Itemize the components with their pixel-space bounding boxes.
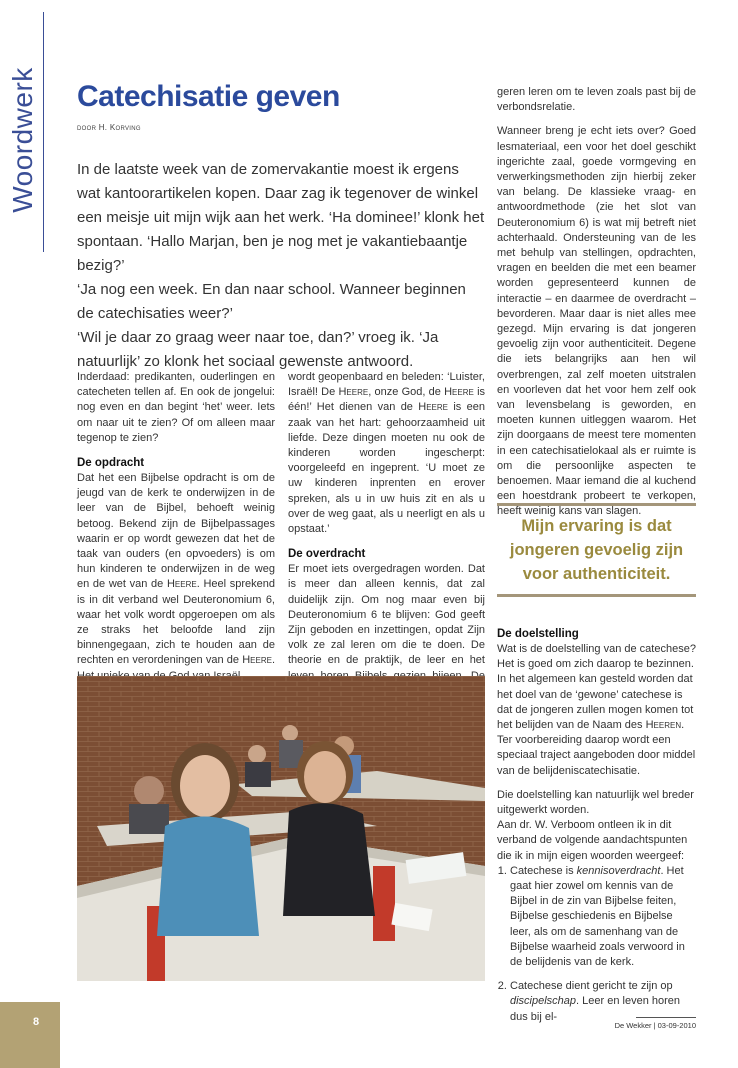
page-number: 8 [33, 1016, 40, 1028]
classroom-photo-image [77, 676, 485, 981]
footer-divider [636, 1017, 696, 1018]
body-paragraph: Wat is de doelstelling van de catechese? Het is goed om zich daarop te bezinnen. In het algemeen kan gesteld worden dat het doel van de ‘gewone’ catechese is dat de jongeren zullen mogen komen tot het belijden van de Naam des Heeren. Ter voorbereiding daarop wordt een speciaal traject aangeboden door middel van de belijdeniscatechisatie. [497, 643, 696, 777]
section-divider [43, 12, 44, 252]
section-label-text: Woordwerk [7, 67, 38, 213]
list-item: 1. Catechese is kennisoverdracht. Het gaat hier zowel om kennis van de Bijbel in de zin van Bijbelse feiten, Bijbelse geschiedenis en Bijbelse leer, als om de samenhang van de Bijbelse waarheid zoals verwoord in de belijdenis van de kerk. [510, 864, 696, 970]
article-title: Catechisatie geven [77, 80, 340, 113]
classroom-photo [77, 676, 485, 981]
byline [77, 123, 141, 132]
pull-quote-text: Mijn ervaring is dat jongeren gevoelig zijn voor authenticiteit. [509, 517, 684, 583]
body-paragraph: Dat het een Bijbelse opdracht is om de jeugd van de kerk te onderwijzen in de leer van de Bijbel, behoeft weinig betoog. Bekend zijn de Bijbelpassages waarin er op wordt gewezen dat het de taak van ouders (en opvoeders) is om hun kinderen te onderwijzen in de weg en de wet van de Heere. Heel sprekend is in dit verband wel Deuteronomium 6, waar het volk wordt opgeroepen om als ze straks het beloofde land zijn binnengegaan, zich te houden aan de rechten en verordeningen van de Heere. [77, 472, 275, 667]
pull-quote [497, 503, 696, 597]
body-column-1 [77, 370, 275, 693]
body-paragraph: Er moet iets overgedragen worden. Dat is meer dan alleen kennis, dat zal duidelijk zijn. Om nog maar even bij Deuteronomium 6 te blijven: God geeft Zijn geboden en inzettingen, opdat Zijn volk ze zal leren om die te doen. De theorie en de praktijk, de leer en het [288, 563, 485, 667]
body-column-3 [497, 85, 696, 529]
page-number-block [0, 1002, 60, 1068]
section-label [6, 20, 40, 260]
body-column-2 [288, 370, 485, 723]
subheading-overdracht: De overdracht [288, 548, 366, 561]
body-paragraph: wordt geopenbaard en beleden: ‘Luister, Israël! De Heere, onze God, de Heere is één!’ Het dienen van de Heere is een zaak van het hart: gehoorzaamheid uit liefde. Deze dingen moeten nu ook de kinderen worden ingescherpt: voorgeleefd en ingeprent. ‘U moet ze uw kinderen inprenten en erover spreken, als u in uw huis zit en als u over de weg gaat, als u neerligt en als u opstaat.’ [288, 371, 486, 536]
body-column-3-lower [497, 626, 696, 1034]
intro-paragraph: ‘Ja nog een week. En dan naar school. Wanneer beginnen de catechisaties weer?’ [77, 281, 466, 322]
body-paragraph: Inderdaad: predikanten, ouderlingen en catecheten tellen af. En ook de jongelui: nog even en dan begint ‘het’ weer. Iets om naar uit te zien? Of om alleen maar tegenop te zien? [77, 371, 275, 444]
list-item: 2. Catechese dient gericht te zijn op discipelschap. Leer en leven horen dus bij el- [510, 979, 696, 1025]
body-paragraph: Wanneer breng je echt iets over? Goed lesmateriaal, een voor het doel geschikt ingerichte zaal, goede vormgeving en verwerkingsmethoden zijn hierbij zeker van belang. De klassieke vraag- en antwoordmethode (zie het slot van Deuteronomium 6) is wat mij betreft niet achterhaald. Ondersteuning van de les met behulp van stellingen, opdrachten, vragen en beelden die met een beamer worden gepresenteerd kunnen de interactie – en daarmee de overdracht – bevorderen. Maar daar is niet alles mee gezegd. Mijn ervaring is dat jongeren gevoelig zijn voor authenticiteit. Degene die iets belangrijks aan hen wil overbrengen, zal zelf moeten uitstralen en voorleven dat het voor hem zelf ook van levensbelang is geworden, en moeten kunnen uitleggen waarom. Het zijn doorgaans de meest tere momenten in een catechisatielokaal als er ruimte is om die persoonlijke aspecten te benoemen. Maar iemand die al kuchend een hoestdrank probeert te verkopen, heeft weinig kans van slagen. [497, 125, 696, 518]
subheading-doelstelling: De doelstelling [497, 628, 579, 640]
intro-paragraph: In de laatste week van de zomervakantie moest ik ergens wat kantoorartikelen kopen. Daar zag ik tegenover de winkel een meisje uit mijn wijk aan het werk. ‘Ha dominee!’ klonk het spontaan. ‘Hallo Marjan, ben je nog met je vakantiebaantje bezig?’ [77, 161, 485, 274]
subheading-opdracht: De opdracht [77, 457, 145, 470]
aandachtspunten-list [497, 864, 696, 1025]
byline-author: H. Korving [98, 123, 141, 132]
body-paragraph: Die doelstelling kan natuurlijk wel breder uitgewerkt worden. Aan dr. W. Verboom ontleen ik in dit verband de volgende aandachtspunten die ik in mijn eigen woorden weergeef: [497, 788, 694, 862]
publication-footer: De Wekker | 03-09-2010 [614, 1021, 696, 1030]
body-paragraph: geren leren om te leven zoals past bij de verbondsrelatie. [497, 86, 696, 114]
intro-text [77, 158, 485, 374]
byline-prefix: door [77, 123, 97, 132]
intro-paragraph: ‘Wil je daar zo graag weer naar toe, dan?’ vroeg ik. ‘Ja natuurlijk’ zo klonk het sociaal gewenste antwoord. [77, 329, 439, 370]
